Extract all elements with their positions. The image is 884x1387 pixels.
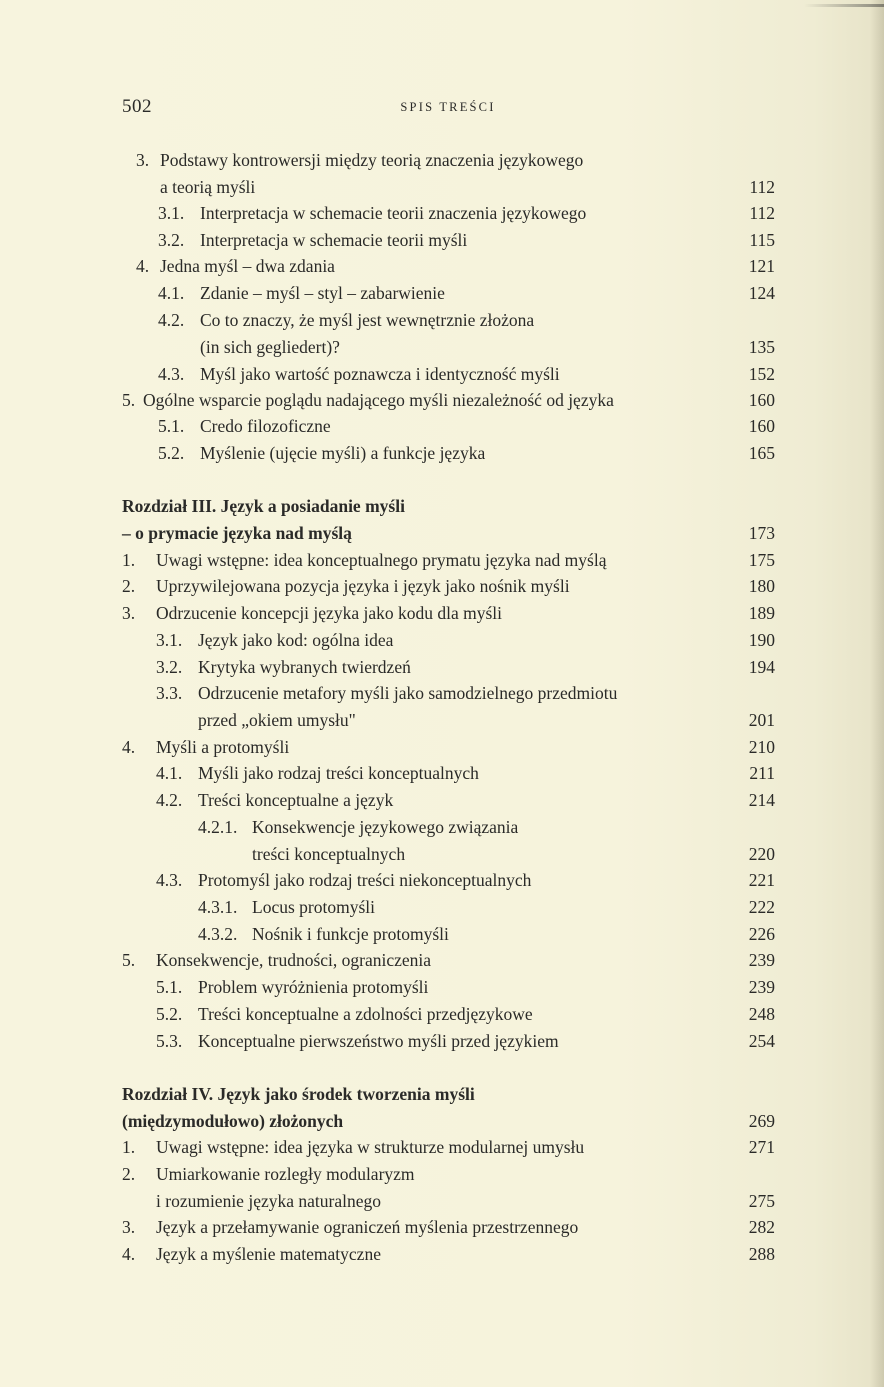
toc-chapter-heading xyxy=(0,1108,884,1134)
toc-entry-page: 239 xyxy=(748,977,775,997)
toc-entry-title: Ogólne wsparcie poglądu nadającego myśli niezależność od języka xyxy=(143,390,614,410)
toc-chapter-heading xyxy=(0,1081,884,1107)
toc-entry-page: 211 xyxy=(749,763,775,783)
toc-entry xyxy=(0,547,884,573)
toc-entry xyxy=(0,413,884,439)
toc-entry xyxy=(0,200,884,226)
toc-entry xyxy=(0,654,884,680)
toc-entry-number: 3.3. xyxy=(156,683,183,703)
toc-entry-title: Uprzywilejowana pozycja języka i język jako nośnik myśli xyxy=(156,576,570,596)
toc-entry-number: 4.2. xyxy=(156,790,183,810)
toc-entry-title: Język a myślenie matematyczne xyxy=(156,1244,381,1264)
toc-entry-page: 160 xyxy=(748,390,775,410)
toc-entry xyxy=(0,974,884,1000)
toc-entry-title: Locus protomyśli xyxy=(252,897,375,917)
toc-entry-number: 4.3. xyxy=(158,364,185,384)
toc-entry xyxy=(0,841,884,867)
toc-entry-number: 3. xyxy=(122,603,136,623)
toc-entry-number: 3. xyxy=(122,1217,136,1237)
toc-entry-page: 175 xyxy=(748,550,775,570)
toc-entry xyxy=(0,734,884,760)
toc-entry-number: 4.1. xyxy=(158,283,185,303)
toc-entry-page: 275 xyxy=(748,1191,775,1211)
toc-entry-page: 221 xyxy=(748,870,775,890)
toc-entry xyxy=(0,1001,884,1027)
toc-entry-number: 1. xyxy=(122,550,136,570)
toc-entry-page: 135 xyxy=(748,337,775,357)
toc-entry xyxy=(0,814,884,840)
toc-entry xyxy=(0,334,884,360)
toc-entry-page: 210 xyxy=(748,737,775,757)
toc-entry-title: Myśl jako wartość poznawcza i identyczność myśli xyxy=(200,364,560,384)
toc-entry xyxy=(0,1161,884,1187)
toc-entry-number: 2. xyxy=(122,576,136,596)
toc-entry-number: 1. xyxy=(122,1137,136,1157)
toc-entry xyxy=(0,307,884,333)
toc-entry xyxy=(0,227,884,253)
toc-entry xyxy=(0,867,884,893)
toc-entry xyxy=(0,627,884,653)
toc-entry-page: 121 xyxy=(748,256,775,276)
toc-entry xyxy=(0,174,884,200)
toc-entry-title: Konceptualne pierwszeństwo myśli przed językiem xyxy=(198,1031,559,1051)
toc-entry-number: 4.2.1. xyxy=(198,817,238,837)
toc-entry-page: 288 xyxy=(748,1244,775,1264)
toc-entry-title: treści konceptualnych xyxy=(252,844,406,864)
toc-entry xyxy=(0,280,884,306)
toc-entry-page: 189 xyxy=(748,603,775,623)
toc-entry xyxy=(0,1188,884,1214)
toc-entry-title: i rozumienie języka naturalnego xyxy=(156,1191,381,1211)
toc-entry-page: 282 xyxy=(748,1217,775,1237)
toc-entry-number: 4. xyxy=(122,737,136,757)
toc-entry-number: 5.2. xyxy=(158,443,185,463)
toc-entry xyxy=(0,1241,884,1267)
toc-entry-number: 5.3. xyxy=(156,1031,183,1051)
toc-entry xyxy=(0,440,884,466)
toc-entry-number: 4. xyxy=(136,256,150,276)
toc-entry xyxy=(0,147,884,173)
toc-entry-page: 239 xyxy=(748,950,775,970)
toc-entry-title: Uwagi wstępne: idea języka w strukturze modularnej umysłu xyxy=(156,1137,585,1157)
toc-entry-page: 226 xyxy=(748,924,775,944)
toc-entry-title: Konsekwencje, trudności, ograniczenia xyxy=(156,950,432,970)
toc-entry-number: 5.1. xyxy=(156,977,183,997)
toc-entry-number: 4. xyxy=(122,1244,136,1264)
toc-chapter-heading xyxy=(0,520,884,546)
toc-entry-title: Nośnik i funkcje protomyśli xyxy=(252,924,449,944)
toc-entry-page: 160 xyxy=(748,416,775,436)
toc-entry-number: 5.2. xyxy=(156,1004,183,1024)
toc-entry-number: 5. xyxy=(122,950,136,970)
toc-entry-title: Treści konceptualne a język xyxy=(198,790,394,810)
toc-entry-number: 3. xyxy=(136,150,150,170)
toc-entry-title: Podstawy kontrowersji między teorią znaczenia językowego xyxy=(160,150,584,170)
toc-entry xyxy=(0,680,884,706)
toc-entry xyxy=(0,921,884,947)
toc-entry-number: 2. xyxy=(122,1164,136,1184)
toc-entry-number: 3.1. xyxy=(158,203,185,223)
toc-entry-title: Co to znaczy, że myśl jest wewnętrznie złożona xyxy=(200,310,535,330)
toc-entry-number: 4.3.1. xyxy=(198,897,238,917)
toc-entry-page: 190 xyxy=(748,630,775,650)
toc-entry-page: 115 xyxy=(749,230,775,250)
toc-entry-page: 222 xyxy=(748,897,775,917)
toc-entry-title: Credo filozoficzne xyxy=(200,416,331,436)
toc-entry xyxy=(0,760,884,786)
toc-chapter-heading xyxy=(0,493,884,519)
toc-entry-title: Konsekwencje językowego związania xyxy=(252,817,519,837)
toc-entry-page: 152 xyxy=(748,364,775,384)
toc-entry xyxy=(0,387,884,413)
toc-entry-page: 180 xyxy=(748,576,775,596)
toc-entry-page: 173 xyxy=(748,523,775,543)
toc-entry-title: Treści konceptualne a zdolności przedjęzykowe xyxy=(198,1004,533,1024)
toc-entry-title: (in sich gegliedert)? xyxy=(200,337,340,357)
toc-entry-page: 220 xyxy=(748,844,775,864)
toc-entry xyxy=(0,947,884,973)
toc-entry xyxy=(0,707,884,733)
toc-entry-title: Krytyka wybranych twierdzeń xyxy=(198,657,411,677)
toc-entry-title: Rozdział IV. Język jako środek tworzenia myśli xyxy=(122,1084,475,1104)
toc-entry xyxy=(0,1214,884,1240)
toc-entry xyxy=(0,253,884,279)
toc-entry-number: 3.1. xyxy=(156,630,183,650)
toc-entry xyxy=(0,361,884,387)
toc-entry-title: Interpretacja w schemacie teorii znaczenia językowego xyxy=(200,203,587,223)
toc-entry xyxy=(0,600,884,626)
toc-entry-title: przed „okiem umysłu" xyxy=(198,710,356,730)
toc-entry-number: 4.1. xyxy=(156,763,183,783)
toc-entry-title: Myślenie (ujęcie myśli) a funkcje języka xyxy=(200,443,486,463)
toc-entry-title: – o prymacie języka nad myślą xyxy=(122,523,352,543)
toc-entry-page: 194 xyxy=(748,657,775,677)
toc-entry-title: Interpretacja w schemacie teorii myśli xyxy=(200,230,468,250)
toc-entry-number: 3.2. xyxy=(158,230,185,250)
toc-entry-title: a teorią myśli xyxy=(160,177,256,197)
toc-entry-number: 3.2. xyxy=(156,657,183,677)
toc-entry-title: Rozdział III. Język a posiadanie myśli xyxy=(122,496,405,516)
toc-entry-number: 4.3. xyxy=(156,870,183,890)
toc-entry xyxy=(0,573,884,599)
toc-entry-number: 5. xyxy=(122,390,136,410)
toc-entry-page: 214 xyxy=(748,790,775,810)
toc-entry-number: 4.2. xyxy=(158,310,185,330)
toc-entry-title: Odrzucenie koncepcji języka jako kodu dla myśli xyxy=(156,603,502,623)
toc-entry-page: 165 xyxy=(748,443,775,463)
toc-entry-number: 5.1. xyxy=(158,416,185,436)
toc-entry-title: (międzymodułowo) złożonych xyxy=(122,1111,344,1131)
page-number: 502 xyxy=(122,96,152,117)
toc-entry-page: 112 xyxy=(749,177,775,197)
toc-entry-title: Uwagi wstępne: idea konceptualnego prymatu języka nad myślą xyxy=(156,550,607,570)
toc-entry xyxy=(0,1134,884,1160)
toc-entry-title: Język a przełamywanie ograniczeń myślenia przestrzennego xyxy=(156,1217,579,1237)
toc-entry-page: 112 xyxy=(749,203,775,223)
toc-entry-title: Odrzucenie metafory myśli jako samodzielnego przedmiotu xyxy=(198,683,618,703)
toc-entry-page: 248 xyxy=(748,1004,775,1024)
toc-entry-page: 269 xyxy=(748,1111,775,1131)
toc-entry-page: 124 xyxy=(748,283,775,303)
toc-entry-page: 271 xyxy=(748,1137,775,1157)
toc-entry-title: Jedna myśl – dwa zdania xyxy=(160,256,335,276)
toc-entry-page: 254 xyxy=(748,1031,775,1051)
toc-entry-title: Myśli jako rodzaj treści konceptualnych xyxy=(198,763,479,783)
toc-entry-title: Problem wyróżnienia protomyśli xyxy=(198,977,429,997)
toc-entry-number: 4.3.2. xyxy=(198,924,238,944)
toc-entry xyxy=(0,894,884,920)
toc-entry xyxy=(0,1028,884,1054)
running-title: SPIS TREŚCI xyxy=(400,100,496,114)
toc-entry-title: Myśli a protomyśli xyxy=(156,737,290,757)
toc-entry-title: Zdanie – myśl – styl – zabarwienie xyxy=(200,283,445,303)
toc-entry-page: 201 xyxy=(748,710,775,730)
toc-entry xyxy=(0,787,884,813)
toc-entry-title: Język jako kod: ogólna idea xyxy=(198,630,394,650)
toc-entry-title: Protomyśl jako rodzaj treści niekonceptualnych xyxy=(198,870,532,890)
toc-entry-title: Umiarkowanie rozległy modularyzm xyxy=(156,1164,415,1184)
